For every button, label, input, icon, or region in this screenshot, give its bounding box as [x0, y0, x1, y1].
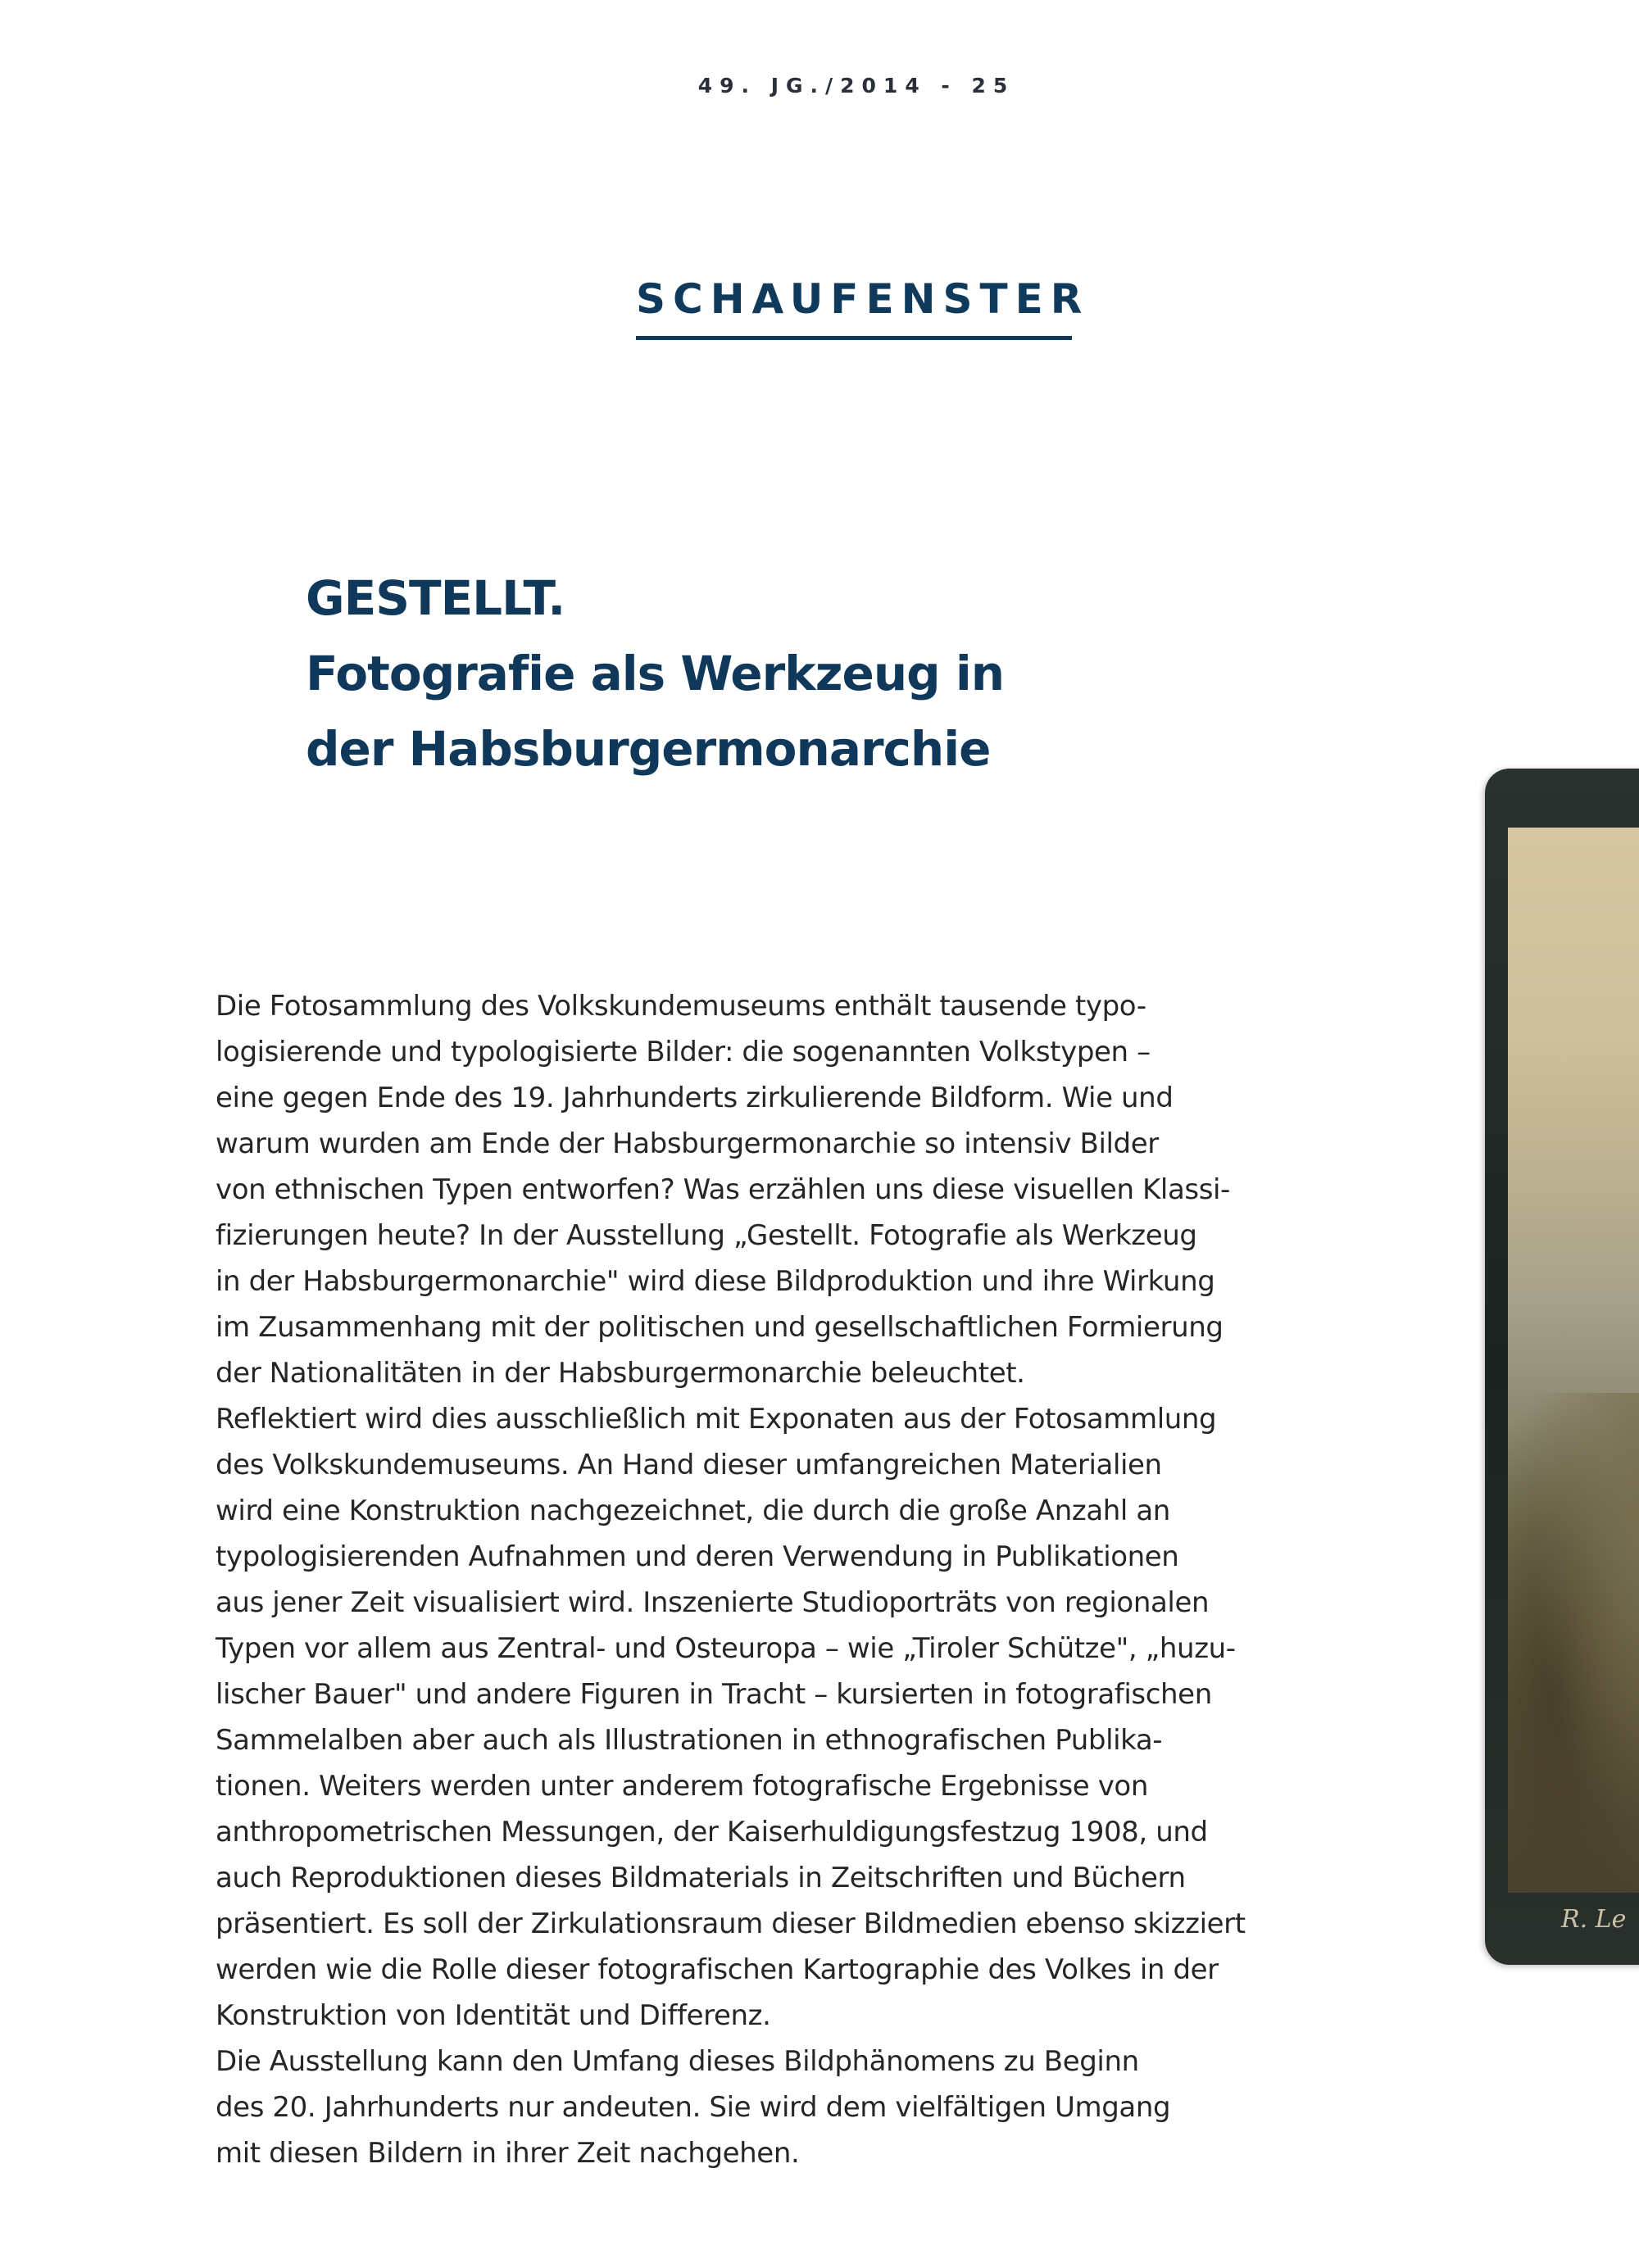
section-label: SCHAUFENSTER: [636, 272, 1072, 340]
body-line: Typen vor allem aus Zentral- und Osteuropa – wie „Tiroler Schütze", „huzu-: [216, 1632, 1236, 1665]
body-line: tionen. Weiters werden unter anderem fotografische Ergebnisse von: [216, 1770, 1148, 1803]
photo-caption: R. Le: [1561, 1905, 1627, 1934]
body-line: mit diesen Bildern in ihrer Zeit nachgehen.: [216, 2137, 800, 2170]
body-line: im Zusammenhang mit der politischen und gesellschaftlichen Formierung: [216, 1311, 1224, 1344]
body-line: werden wie die Rolle dieser fotografischen Kartographie des Volkes in der: [216, 1953, 1219, 1986]
page-number: 49. JG./2014 - 25: [697, 74, 1015, 98]
body-line: des 20. Jahrhunderts nur andeuten. Sie wird dem vielfältigen Umgang: [216, 2091, 1171, 2124]
article-body: [216, 983, 1297, 2176]
body-line: aus jener Zeit visualisiert wird. Inszenierte Studioporträts von regionalen: [216, 1586, 1210, 1619]
body-line: in der Habsburgermonarchie" wird diese Bildproduktion und ihre Wirkung: [216, 1265, 1215, 1298]
body-line: von ethnischen Typen entworfen? Was erzählen uns diese visuellen Klassi-: [216, 1173, 1230, 1206]
body-line: Die Ausstellung kann den Umfang dieses Bildphänomens zu Beginn: [216, 2045, 1139, 2078]
body-line: des Volkskundemuseums. An Hand dieser umfangreichen Materialien: [216, 1449, 1162, 1481]
body-line: präsentiert. Es soll der Zirkulationsraum dieser Bildmedien ebenso skizziert: [216, 1907, 1246, 1940]
body-line: lischer Bauer" und andere Figuren in Tracht – kursierten in fotografischen: [216, 1678, 1212, 1711]
body-line: warum wurden am Ende der Habsburgermonarchie so intensiv Bilder: [216, 1127, 1159, 1160]
body-line: anthropometrischen Messungen, der Kaiserhuldigungsfestzug 1908, und: [216, 1816, 1208, 1848]
title-line-3: der Habsburgermonarchie: [306, 721, 991, 777]
body-line: eine gegen Ende des 19. Jahrhunderts zirkulierende Bildform. Wie und: [216, 1082, 1174, 1114]
body-line: fizierungen heute? In der Ausstellung „Gestellt. Fotografie als Werkzeug: [216, 1219, 1197, 1252]
body-line: der Nationalitäten in der Habsburgermonarchie beleuchtet.: [216, 1357, 1025, 1390]
photo-landscape: [1508, 1393, 1639, 1893]
body-line: wird eine Konstruktion nachgezeichnet, die durch die große Anzahl an: [216, 1495, 1170, 1527]
article-title: [306, 560, 1125, 787]
body-line: typologisierenden Aufnahmen und deren Verwendung in Publikationen: [216, 1540, 1179, 1573]
body-line: Reflektiert wird dies ausschließlich mit Exponaten aus der Fotosammlung: [216, 1403, 1217, 1436]
body-line: Konstruktion von Identität und Differenz.: [216, 1999, 771, 2032]
body-line: auch Reproduktionen dieses Bildmaterials in Zeitschriften und Büchern: [216, 1862, 1186, 1894]
body-line: logisierende und typologisierte Bilder: die sogenannten Volkstypen –: [216, 1036, 1151, 1068]
title-line-2: Fotografie als Werkzeug in: [306, 646, 1005, 701]
body-line: Sammelalben aber auch als Illustrationen in ethnografischen Publika-: [216, 1724, 1163, 1757]
title-line-1: GESTELLT.: [306, 570, 565, 626]
body-line: Die Fotosammlung des Volkskundemuseums enthält tausende typo-: [216, 990, 1146, 1023]
